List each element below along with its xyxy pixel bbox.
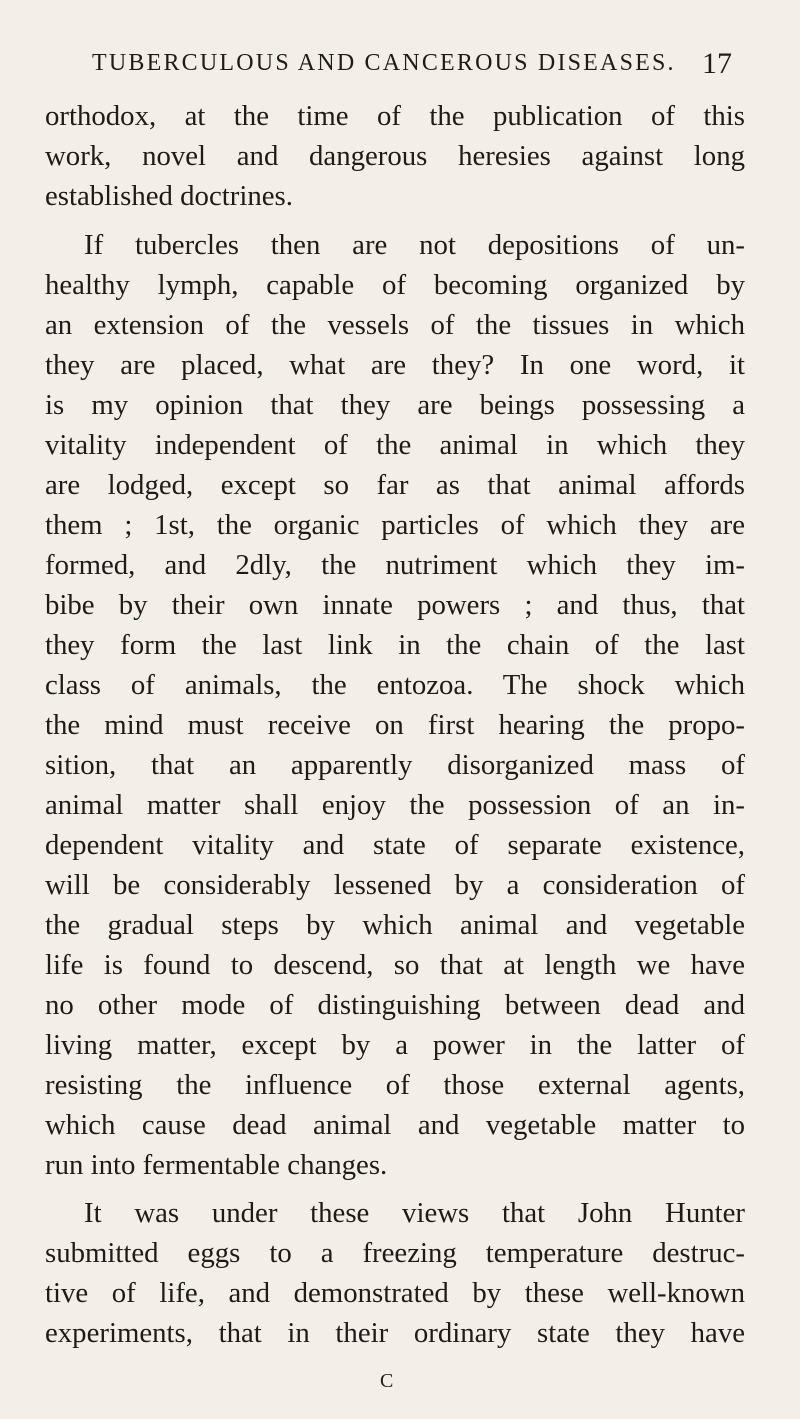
text-line: bibe by their own innate powers ; and thus, that — [45, 589, 745, 621]
text-line: If tubercles then are not depositions of un- — [84, 229, 745, 261]
text-line: class of animals, the entozoa. The shock which — [45, 669, 745, 701]
text-line: living matter, except by a power in the latter of — [45, 1029, 745, 1061]
text-line: healthy lymph, capable of becoming organized by — [45, 269, 745, 301]
text-line: It was under these views that John Hunter — [84, 1197, 745, 1229]
text-line: is my opinion that they are beings possessing a — [45, 389, 745, 421]
text-line: they form the last link in the chain of the last — [45, 629, 745, 661]
text-line: formed, and 2dly, the nutriment which they im- — [45, 549, 745, 581]
text-line: are lodged, except so far as that animal affords — [45, 469, 745, 501]
text-line: vitality independent of the animal in which they — [45, 429, 745, 461]
text-line: run into fermentable changes. — [45, 1149, 388, 1181]
text-line: established doctrines. — [45, 180, 293, 212]
text-line: resisting the influence of those external agents, — [45, 1069, 745, 1101]
text-line: tive of life, and demonstrated by these well-known — [45, 1277, 745, 1309]
text-line: the gradual steps by which animal and vegetable — [45, 909, 745, 941]
text-line: experiments, that in their ordinary state they have — [45, 1317, 745, 1349]
text-line: which cause dead animal and vegetable matter to — [45, 1109, 745, 1141]
text-line: an extension of the vessels of the tissues in which — [45, 309, 745, 341]
running-head — [92, 47, 732, 82]
text-line: animal matter shall enjoy the possession of an in- — [45, 789, 745, 821]
text-line: no other mode of distinguishing between dead and — [45, 989, 745, 1021]
text-line: life is found to descend, so that at length we have — [45, 949, 745, 981]
text-line: dependent vitality and state of separate existence, — [45, 829, 745, 861]
text-line: submitted eggs to a freezing temperature destruc- — [45, 1237, 745, 1269]
text-line: will be considerably lessened by a consideration of — [45, 869, 745, 901]
text-line: they are placed, what are they? In one word, it — [45, 349, 745, 381]
running-head-title: TUBERCULOUS AND CANCEROUS DISEASES. — [92, 50, 676, 76]
signature-mark: C — [380, 1370, 395, 1392]
text-line: them ; 1st, the organic particles of which they are — [45, 509, 745, 541]
text-line: orthodox, at the time of the publication of this — [45, 100, 745, 132]
text-line: the mind must receive on first hearing the propo- — [45, 709, 745, 741]
page-number: 17 — [702, 47, 732, 80]
text-line: work, novel and dangerous heresies against long — [45, 140, 745, 172]
text-line: sition, that an apparently disorganized mass of — [45, 749, 745, 781]
